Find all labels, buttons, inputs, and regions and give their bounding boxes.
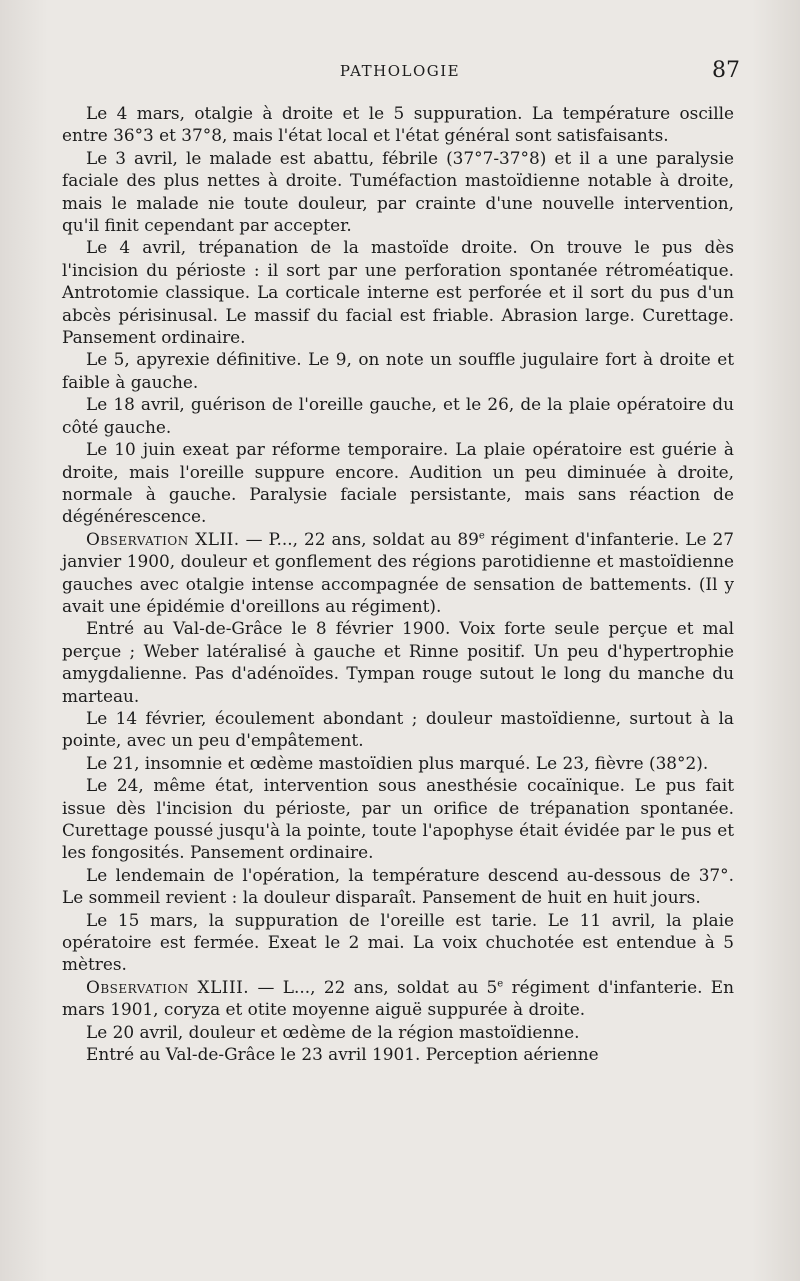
observation-label: Observation XLIII.	[86, 976, 250, 997]
observation-text: régiment d'infanterie. Le 27 janvier 1900, douleur et gonflement des régions parotidienne et mastoïdienne gauches avec otalgie intense accompagnée de sensation de battements. (Il y avait une épidémie d'oreillons au régiment).	[62, 528, 734, 616]
paragraph: Le 21, insomnie et œdème mastoïdien plus marqué. Le 23, fièvre (38°2).	[86, 752, 709, 773]
paragraph: Le 24, même état, intervention sous anesthésie cocaïnique. Le pus fait issue dès l'incision du périoste, par un orifice de trépanation spontanée. Curettage poussé jusqu'à la pointe, toute l'apophyse était évidée par le pus et les fongosités. Pansement ordinaire.	[62, 775, 734, 863]
paragraph: Le 15 mars, la suppuration de l'oreille est tarie. Le 11 avril, la plaie opératoire est fermée. Exeat le 2 mai. La voix chuchotée est entendue à 5 mètres.	[62, 909, 734, 975]
page-number: 87	[712, 58, 740, 83]
running-head: PATHOLOGIE	[339, 62, 461, 80]
observation-label: Observation XLII.	[86, 528, 240, 549]
ordinal-superscript: e	[497, 978, 504, 990]
paragraph: Entré au Val-de-Grâce le 8 février 1900. Voix forte seule perçue et mal perçue ; Weber latéralisé à gauche et Rinne positif. Un peu d'hypertrophie amygdalienne. Pas d'adénoïdes. Tympan rouge sutout le long du manche du marteau.	[62, 618, 734, 706]
paragraph: Entré au Val-de-Grâce le 23 avril 1901. Perception aérienne	[86, 1044, 599, 1065]
paragraph: Le 18 avril, guérison de l'oreille gauche, et le 26, de la plaie opératoire du côté gauche.	[62, 394, 734, 437]
page-header	[60, 60, 740, 90]
observation-text: régiment d'infanterie. En mars 1901, coryza et otite moyenne aiguë suppurée à droite.	[62, 976, 734, 1020]
paragraph: Le lendemain de l'opération, la température descend au-dessous de 37°. Le sommeil revient : la douleur disparaît. Pansement de huit en huit jours.	[62, 864, 734, 908]
paragraph: Le 4 avril, trépanation de la mastoïde droite. On trouve le pus dès l'incision du périoste : il sort par une perforation spontanée rétroméatique. Antrotomie classique. La corticale interne est perforée et il sort du pus d'un abcès périsinusal. Le massif du facial est friable. Abrasion large. Curettage. Pansement ordinaire.	[62, 237, 734, 348]
ordinal-superscript: e	[478, 530, 485, 542]
observation-intro: — L..., 22 ans, soldat au 5	[249, 976, 498, 997]
paragraph: Le 4 mars, otalgie à droite et le 5 suppuration. La température oscille entre 36°3 et 37°8, mais l'état local et l'état général sont satisfaisants.	[62, 103, 734, 146]
paragraph: Le 10 juin exeat par réforme temporaire. La plaie opératoire est guérie à droite, mais l'oreille suppure encore. Audition un peu diminuée à droite, normale à gauche. Paralysie faciale persistante, mais sans réaction de dégénérescence.	[62, 439, 734, 527]
paragraph: Le 14 février, écoulement abondant ; douleur mastoïdienne, surtout à la pointe, avec un peu d'empâtement.	[62, 707, 734, 751]
paragraph: Le 3 avril, le malade est abattu, fébrile (37°7-37°8) et il a une paralysie faciale des plus nettes à droite. Tuméfaction mastoïdienne notable à droite, mais le malade nie toute douleur, par crainte d'une nouvelle intervention, qu'il finit cependant par accepter.	[62, 147, 734, 236]
paragraph: Le 5, apyrexie définitive. Le 9, on note un souffle jugulaire fort à droite et faible à gauche.	[62, 349, 734, 392]
body-text	[62, 102, 734, 1065]
observation-heading-paragraph	[62, 528, 734, 618]
paragraph: Le 20 avril, douleur et œdème de la région mastoïdienne.	[86, 1021, 580, 1042]
observation-heading-paragraph	[62, 976, 734, 1021]
observation-intro: — P..., 22 ans, soldat au 89	[239, 528, 479, 549]
